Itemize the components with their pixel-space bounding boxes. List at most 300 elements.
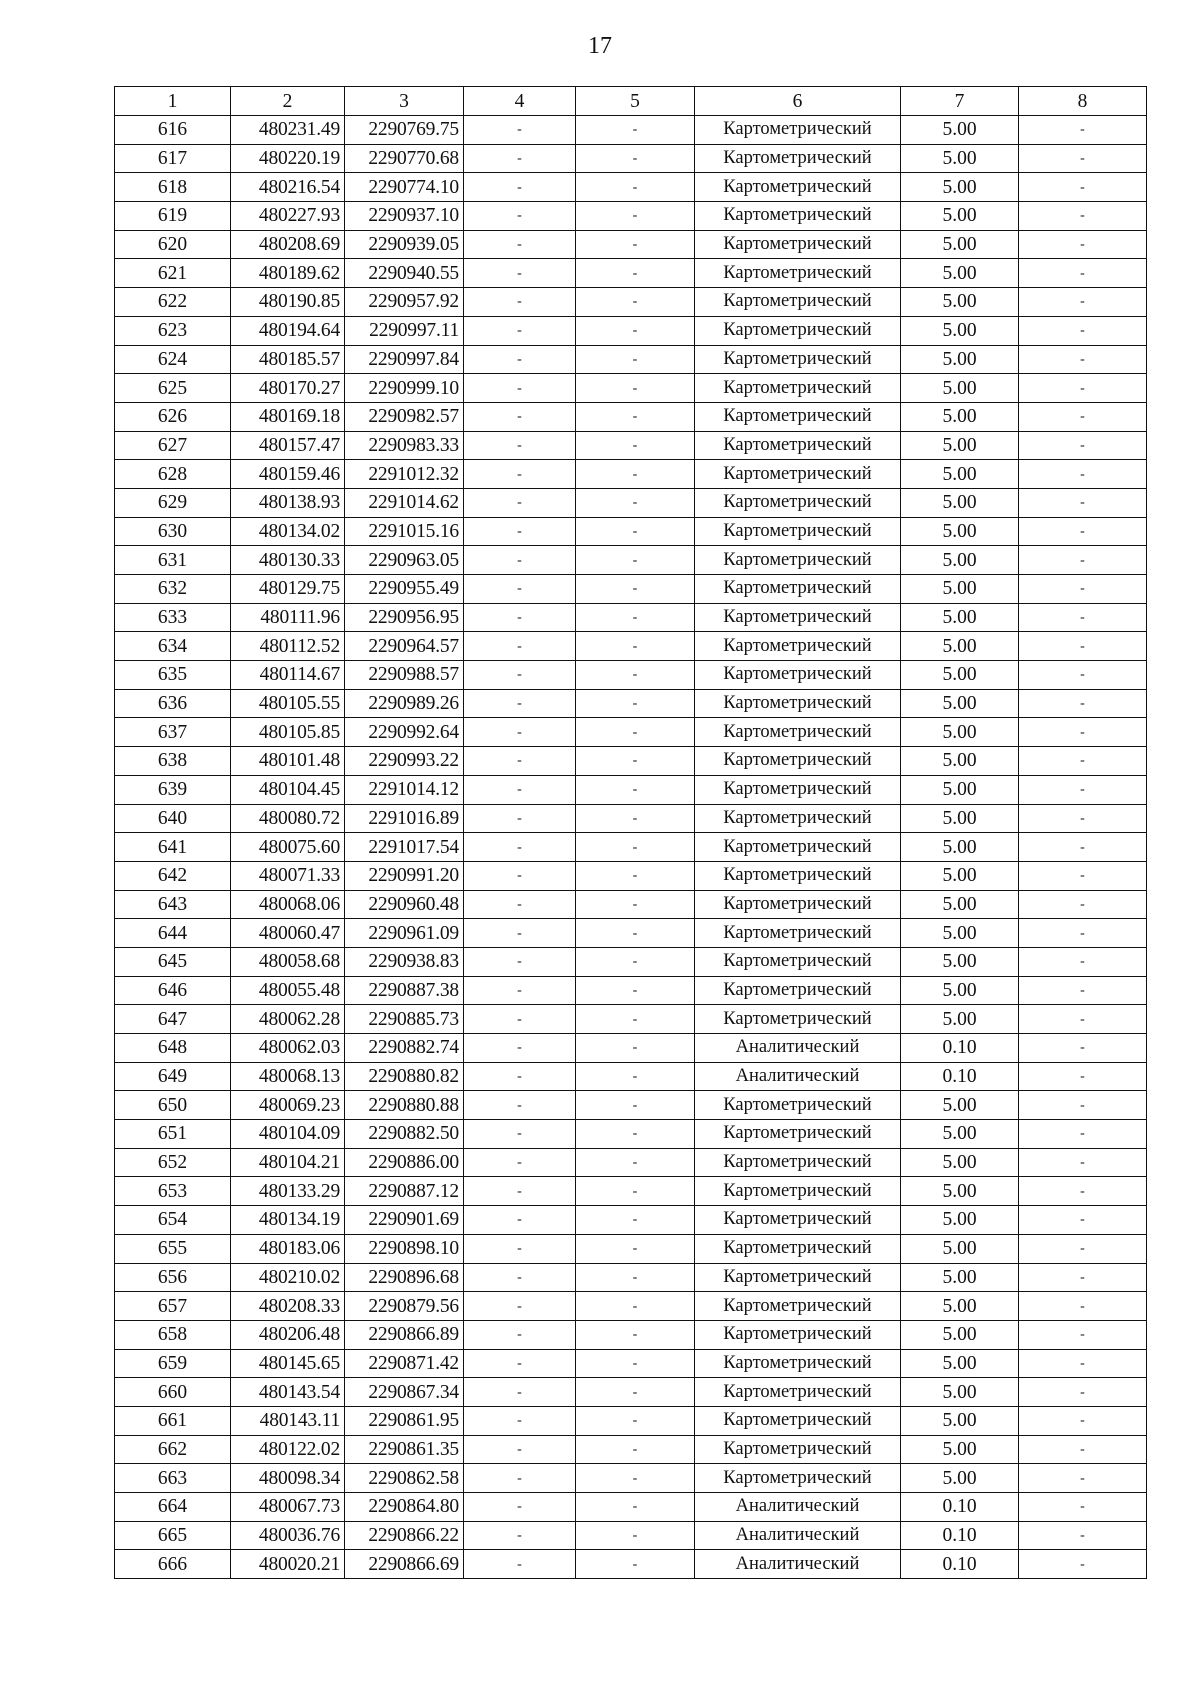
table-row — [115, 1435, 1147, 1464]
accuracy-cell: 5.00 — [901, 1378, 1019, 1407]
col4-cell: - — [464, 1234, 576, 1263]
point-number-cell: 631 — [115, 546, 231, 575]
col5-cell: - — [576, 947, 695, 976]
col4-cell: - — [464, 431, 576, 460]
y-coordinate-cell: 2291015.16 — [345, 517, 464, 546]
x-coordinate-cell: 480068.13 — [231, 1062, 345, 1091]
x-coordinate-cell: 480159.46 — [231, 460, 345, 489]
point-number-cell: 656 — [115, 1263, 231, 1292]
point-number-cell: 666 — [115, 1550, 231, 1579]
col4-cell: - — [464, 947, 576, 976]
y-coordinate-cell: 2291014.12 — [345, 775, 464, 804]
col5-cell: - — [576, 661, 695, 690]
method-cell: Картометрический — [695, 947, 901, 976]
col8-cell: - — [1019, 230, 1147, 259]
point-number-cell: 616 — [115, 116, 231, 145]
y-coordinate-cell: 2290862.58 — [345, 1464, 464, 1493]
table-row — [115, 747, 1147, 776]
col5-cell: - — [576, 575, 695, 604]
y-coordinate-cell: 2290871.42 — [345, 1349, 464, 1378]
col5-cell: - — [576, 747, 695, 776]
y-coordinate-cell: 2290999.10 — [345, 374, 464, 403]
method-cell: Картометрический — [695, 116, 901, 145]
table-row — [115, 603, 1147, 632]
col5-cell: - — [576, 202, 695, 231]
col5-cell: - — [576, 1062, 695, 1091]
accuracy-cell: 5.00 — [901, 431, 1019, 460]
y-coordinate-cell: 2290885.73 — [345, 1005, 464, 1034]
col5-cell: - — [576, 1378, 695, 1407]
method-cell: Картометрический — [695, 1406, 901, 1435]
col5-cell: - — [576, 1091, 695, 1120]
col5-cell: - — [576, 1206, 695, 1235]
col5-cell: - — [576, 144, 695, 173]
x-coordinate-cell: 480216.54 — [231, 173, 345, 202]
col4-cell: - — [464, 1034, 576, 1063]
y-coordinate-cell: 2290896.68 — [345, 1263, 464, 1292]
col8-cell: - — [1019, 1378, 1147, 1407]
col4-cell: - — [464, 1120, 576, 1149]
point-number-cell: 617 — [115, 144, 231, 173]
point-number-cell: 657 — [115, 1292, 231, 1321]
col5-cell: - — [576, 345, 695, 374]
accuracy-cell: 5.00 — [901, 173, 1019, 202]
table-row — [115, 1120, 1147, 1149]
col8-cell: - — [1019, 603, 1147, 632]
x-coordinate-cell: 480185.57 — [231, 345, 345, 374]
point-number-cell: 646 — [115, 976, 231, 1005]
method-cell: Картометрический — [695, 890, 901, 919]
x-coordinate-cell: 480112.52 — [231, 632, 345, 661]
table-row — [115, 890, 1147, 919]
col5-cell: - — [576, 374, 695, 403]
col4-cell: - — [464, 460, 576, 489]
table-row — [115, 402, 1147, 431]
col4-cell: - — [464, 1435, 576, 1464]
accuracy-cell: 5.00 — [901, 1091, 1019, 1120]
col4-cell: - — [464, 144, 576, 173]
y-coordinate-cell: 2290991.20 — [345, 861, 464, 890]
col8-cell: - — [1019, 1206, 1147, 1235]
point-number-cell: 661 — [115, 1406, 231, 1435]
y-coordinate-cell: 2290898.10 — [345, 1234, 464, 1263]
col5-cell: - — [576, 1005, 695, 1034]
x-coordinate-cell: 480105.85 — [231, 718, 345, 747]
accuracy-cell: 0.10 — [901, 1550, 1019, 1579]
table-row — [115, 1349, 1147, 1378]
col8-cell: - — [1019, 775, 1147, 804]
page-number: 17 — [588, 33, 612, 59]
method-cell: Картометрический — [695, 919, 901, 948]
col4-cell: - — [464, 890, 576, 919]
col8-cell: - — [1019, 747, 1147, 776]
col5-cell: - — [576, 517, 695, 546]
x-coordinate-cell: 480055.48 — [231, 976, 345, 1005]
point-number-cell: 625 — [115, 374, 231, 403]
col8-cell: - — [1019, 144, 1147, 173]
col5-cell: - — [576, 259, 695, 288]
x-coordinate-cell: 480069.23 — [231, 1091, 345, 1120]
col8-cell: - — [1019, 316, 1147, 345]
accuracy-cell: 0.10 — [901, 1521, 1019, 1550]
x-coordinate-cell: 480122.02 — [231, 1435, 345, 1464]
accuracy-cell: 5.00 — [901, 345, 1019, 374]
method-cell: Картометрический — [695, 316, 901, 345]
col5-cell: - — [576, 1148, 695, 1177]
accuracy-cell: 5.00 — [901, 1005, 1019, 1034]
method-cell: Картометрический — [695, 632, 901, 661]
x-coordinate-cell: 480169.18 — [231, 402, 345, 431]
col5-cell: - — [576, 632, 695, 661]
y-coordinate-cell: 2290886.00 — [345, 1148, 464, 1177]
point-number-cell: 653 — [115, 1177, 231, 1206]
col5-cell: - — [576, 1435, 695, 1464]
col5-cell: - — [576, 431, 695, 460]
method-cell: Картометрический — [695, 1206, 901, 1235]
x-coordinate-cell: 480101.48 — [231, 747, 345, 776]
y-coordinate-cell: 2290770.68 — [345, 144, 464, 173]
col5-cell: - — [576, 804, 695, 833]
col5-cell: - — [576, 1406, 695, 1435]
accuracy-cell: 5.00 — [901, 718, 1019, 747]
col8-cell: - — [1019, 288, 1147, 317]
y-coordinate-cell: 2290939.05 — [345, 230, 464, 259]
col8-cell: - — [1019, 116, 1147, 145]
table-row — [115, 919, 1147, 948]
table-row — [115, 1005, 1147, 1034]
col8-cell: - — [1019, 575, 1147, 604]
accuracy-cell: 5.00 — [901, 775, 1019, 804]
y-coordinate-cell: 2290774.10 — [345, 173, 464, 202]
col8-cell: - — [1019, 1435, 1147, 1464]
method-cell: Картометрический — [695, 1091, 901, 1120]
column-header: 6 — [695, 87, 901, 116]
x-coordinate-cell: 480020.21 — [231, 1550, 345, 1579]
col5-cell: - — [576, 689, 695, 718]
method-cell: Картометрический — [695, 689, 901, 718]
point-number-cell: 618 — [115, 173, 231, 202]
col4-cell: - — [464, 1062, 576, 1091]
table-row — [115, 1550, 1147, 1579]
col8-cell: - — [1019, 1120, 1147, 1149]
accuracy-cell: 0.10 — [901, 1493, 1019, 1522]
col4-cell: - — [464, 1406, 576, 1435]
table-row — [115, 460, 1147, 489]
method-cell: Картометрический — [695, 517, 901, 546]
col5-cell: - — [576, 718, 695, 747]
x-coordinate-cell: 480062.28 — [231, 1005, 345, 1034]
col4-cell: - — [464, 1263, 576, 1292]
col4-cell: - — [464, 718, 576, 747]
y-coordinate-cell: 2290983.33 — [345, 431, 464, 460]
x-coordinate-cell: 480134.02 — [231, 517, 345, 546]
point-number-cell: 647 — [115, 1005, 231, 1034]
point-number-cell: 649 — [115, 1062, 231, 1091]
x-coordinate-cell: 480143.11 — [231, 1406, 345, 1435]
col8-cell: - — [1019, 1005, 1147, 1034]
col4-cell: - — [464, 1493, 576, 1522]
col4-cell: - — [464, 1206, 576, 1235]
x-coordinate-cell: 480104.21 — [231, 1148, 345, 1177]
col4-cell: - — [464, 775, 576, 804]
column-header: 4 — [464, 87, 576, 116]
point-number-cell: 642 — [115, 861, 231, 890]
y-coordinate-cell: 2290861.95 — [345, 1406, 464, 1435]
table-row — [115, 173, 1147, 202]
table-row — [115, 775, 1147, 804]
y-coordinate-cell: 2290880.88 — [345, 1091, 464, 1120]
col4-cell: - — [464, 1521, 576, 1550]
method-cell: Аналитический — [695, 1521, 901, 1550]
x-coordinate-cell: 480060.47 — [231, 919, 345, 948]
method-cell: Картометрический — [695, 288, 901, 317]
x-coordinate-cell: 480208.33 — [231, 1292, 345, 1321]
point-number-cell: 644 — [115, 919, 231, 948]
point-number-cell: 626 — [115, 402, 231, 431]
point-number-cell: 628 — [115, 460, 231, 489]
col8-cell: - — [1019, 1493, 1147, 1522]
x-coordinate-cell: 480075.60 — [231, 833, 345, 862]
method-cell: Картометрический — [695, 402, 901, 431]
accuracy-cell: 5.00 — [901, 1120, 1019, 1149]
x-coordinate-cell: 480194.64 — [231, 316, 345, 345]
method-cell: Картометрический — [695, 144, 901, 173]
x-coordinate-cell: 480080.72 — [231, 804, 345, 833]
x-coordinate-cell: 480231.49 — [231, 116, 345, 145]
x-coordinate-cell: 480111.96 — [231, 603, 345, 632]
col4-cell: - — [464, 661, 576, 690]
point-number-cell: 629 — [115, 488, 231, 517]
table-row — [115, 431, 1147, 460]
point-number-cell: 645 — [115, 947, 231, 976]
accuracy-cell: 5.00 — [901, 460, 1019, 489]
x-coordinate-cell: 480143.54 — [231, 1378, 345, 1407]
col4-cell: - — [464, 861, 576, 890]
y-coordinate-cell: 2290901.69 — [345, 1206, 464, 1235]
col5-cell: - — [576, 460, 695, 489]
accuracy-cell: 5.00 — [901, 804, 1019, 833]
col5-cell: - — [576, 976, 695, 1005]
x-coordinate-cell: 480170.27 — [231, 374, 345, 403]
point-number-cell: 660 — [115, 1378, 231, 1407]
accuracy-cell: 5.00 — [901, 890, 1019, 919]
col8-cell: - — [1019, 202, 1147, 231]
point-number-cell: 637 — [115, 718, 231, 747]
accuracy-cell: 5.00 — [901, 1320, 1019, 1349]
y-coordinate-cell: 2290938.83 — [345, 947, 464, 976]
col4-cell: - — [464, 173, 576, 202]
method-cell: Картометрический — [695, 1292, 901, 1321]
y-coordinate-cell: 2290963.05 — [345, 546, 464, 575]
col4-cell: - — [464, 632, 576, 661]
point-number-cell: 648 — [115, 1034, 231, 1063]
col5-cell: - — [576, 861, 695, 890]
col8-cell: - — [1019, 890, 1147, 919]
table-row — [115, 1148, 1147, 1177]
col8-cell: - — [1019, 173, 1147, 202]
col5-cell: - — [576, 116, 695, 145]
y-coordinate-cell: 2290882.50 — [345, 1120, 464, 1149]
accuracy-cell: 5.00 — [901, 288, 1019, 317]
col8-cell: - — [1019, 1091, 1147, 1120]
table-row — [115, 1493, 1147, 1522]
col4-cell: - — [464, 402, 576, 431]
table-row — [115, 316, 1147, 345]
col8-cell: - — [1019, 919, 1147, 948]
col5-cell: - — [576, 1177, 695, 1206]
col8-cell: - — [1019, 345, 1147, 374]
accuracy-cell: 5.00 — [901, 1234, 1019, 1263]
y-coordinate-cell: 2291017.54 — [345, 833, 464, 862]
accuracy-cell: 5.00 — [901, 402, 1019, 431]
table-row — [115, 1062, 1147, 1091]
table-row — [115, 1206, 1147, 1235]
point-number-cell: 622 — [115, 288, 231, 317]
x-coordinate-cell: 480098.34 — [231, 1464, 345, 1493]
accuracy-cell: 0.10 — [901, 1034, 1019, 1063]
accuracy-cell: 5.00 — [901, 661, 1019, 690]
y-coordinate-cell: 2290992.64 — [345, 718, 464, 747]
col5-cell: - — [576, 833, 695, 862]
x-coordinate-cell: 480206.48 — [231, 1320, 345, 1349]
method-cell: Аналитический — [695, 1550, 901, 1579]
method-cell: Картометрический — [695, 718, 901, 747]
y-coordinate-cell: 2290882.74 — [345, 1034, 464, 1063]
table-row — [115, 374, 1147, 403]
method-cell: Картометрический — [695, 1263, 901, 1292]
table-row — [115, 718, 1147, 747]
x-coordinate-cell: 480062.03 — [231, 1034, 345, 1063]
table-row — [115, 1034, 1147, 1063]
accuracy-cell: 5.00 — [901, 316, 1019, 345]
accuracy-cell: 5.00 — [901, 1349, 1019, 1378]
col5-cell: - — [576, 775, 695, 804]
accuracy-cell: 5.00 — [901, 202, 1019, 231]
x-coordinate-cell: 480114.67 — [231, 661, 345, 690]
method-cell: Аналитический — [695, 1493, 901, 1522]
col8-cell: - — [1019, 1292, 1147, 1321]
col4-cell: - — [464, 488, 576, 517]
x-coordinate-cell: 480104.45 — [231, 775, 345, 804]
accuracy-cell: 5.00 — [901, 116, 1019, 145]
col8-cell: - — [1019, 661, 1147, 690]
col4-cell: - — [464, 230, 576, 259]
method-cell: Картометрический — [695, 1005, 901, 1034]
x-coordinate-cell: 480130.33 — [231, 546, 345, 575]
method-cell: Картометрический — [695, 345, 901, 374]
accuracy-cell: 5.00 — [901, 947, 1019, 976]
col4-cell: - — [464, 1550, 576, 1579]
col8-cell: - — [1019, 861, 1147, 890]
x-coordinate-cell: 480190.85 — [231, 288, 345, 317]
point-number-cell: 658 — [115, 1320, 231, 1349]
col8-cell: - — [1019, 431, 1147, 460]
table-row — [115, 259, 1147, 288]
y-coordinate-cell: 2290960.48 — [345, 890, 464, 919]
col4-cell: - — [464, 517, 576, 546]
method-cell: Картометрический — [695, 833, 901, 862]
col4-cell: - — [464, 288, 576, 317]
col8-cell: - — [1019, 976, 1147, 1005]
y-coordinate-cell: 2290956.95 — [345, 603, 464, 632]
accuracy-cell: 5.00 — [901, 1148, 1019, 1177]
col4-cell: - — [464, 546, 576, 575]
col8-cell: - — [1019, 1521, 1147, 1550]
point-number-cell: 636 — [115, 689, 231, 718]
y-coordinate-cell: 2290940.55 — [345, 259, 464, 288]
col8-cell: - — [1019, 689, 1147, 718]
y-coordinate-cell: 2290769.75 — [345, 116, 464, 145]
method-cell: Картометрический — [695, 1378, 901, 1407]
x-coordinate-cell: 480189.62 — [231, 259, 345, 288]
point-number-cell: 633 — [115, 603, 231, 632]
y-coordinate-cell: 2290997.84 — [345, 345, 464, 374]
col5-cell: - — [576, 316, 695, 345]
table-row — [115, 488, 1147, 517]
col8-cell: - — [1019, 488, 1147, 517]
table-row — [115, 1464, 1147, 1493]
table-row — [115, 116, 1147, 145]
col4-cell: - — [464, 374, 576, 403]
method-cell: Картометрический — [695, 1148, 901, 1177]
table-row — [115, 1263, 1147, 1292]
table-row — [115, 345, 1147, 374]
accuracy-cell: 5.00 — [901, 833, 1019, 862]
accuracy-cell: 5.00 — [901, 374, 1019, 403]
table-row — [115, 947, 1147, 976]
col5-cell: - — [576, 1349, 695, 1378]
point-number-cell: 662 — [115, 1435, 231, 1464]
col4-cell: - — [464, 747, 576, 776]
col4-cell: - — [464, 202, 576, 231]
table-row — [115, 1521, 1147, 1550]
col8-cell: - — [1019, 1062, 1147, 1091]
col4-cell: - — [464, 116, 576, 145]
col4-cell: - — [464, 1148, 576, 1177]
col5-cell: - — [576, 230, 695, 259]
method-cell: Картометрический — [695, 1464, 901, 1493]
col8-cell: - — [1019, 259, 1147, 288]
col4-cell: - — [464, 1320, 576, 1349]
col8-cell: - — [1019, 374, 1147, 403]
y-coordinate-cell: 2290988.57 — [345, 661, 464, 690]
method-cell: Картометрический — [695, 259, 901, 288]
col8-cell: - — [1019, 947, 1147, 976]
x-coordinate-cell: 480133.29 — [231, 1177, 345, 1206]
y-coordinate-cell: 2291012.32 — [345, 460, 464, 489]
col5-cell: - — [576, 1320, 695, 1349]
col8-cell: - — [1019, 718, 1147, 747]
point-number-cell: 634 — [115, 632, 231, 661]
x-coordinate-cell: 480104.09 — [231, 1120, 345, 1149]
table-row — [115, 230, 1147, 259]
point-number-cell: 643 — [115, 890, 231, 919]
col5-cell: - — [576, 890, 695, 919]
y-coordinate-cell: 2290961.09 — [345, 919, 464, 948]
y-coordinate-cell: 2290982.57 — [345, 402, 464, 431]
x-coordinate-cell: 480183.06 — [231, 1234, 345, 1263]
col4-cell: - — [464, 804, 576, 833]
table-row — [115, 661, 1147, 690]
col4-cell: - — [464, 316, 576, 345]
method-cell: Картометрический — [695, 861, 901, 890]
method-cell: Картометрический — [695, 1435, 901, 1464]
table-row — [115, 976, 1147, 1005]
method-cell: Картометрический — [695, 374, 901, 403]
accuracy-cell: 5.00 — [901, 144, 1019, 173]
method-cell: Картометрический — [695, 661, 901, 690]
table-row — [115, 517, 1147, 546]
